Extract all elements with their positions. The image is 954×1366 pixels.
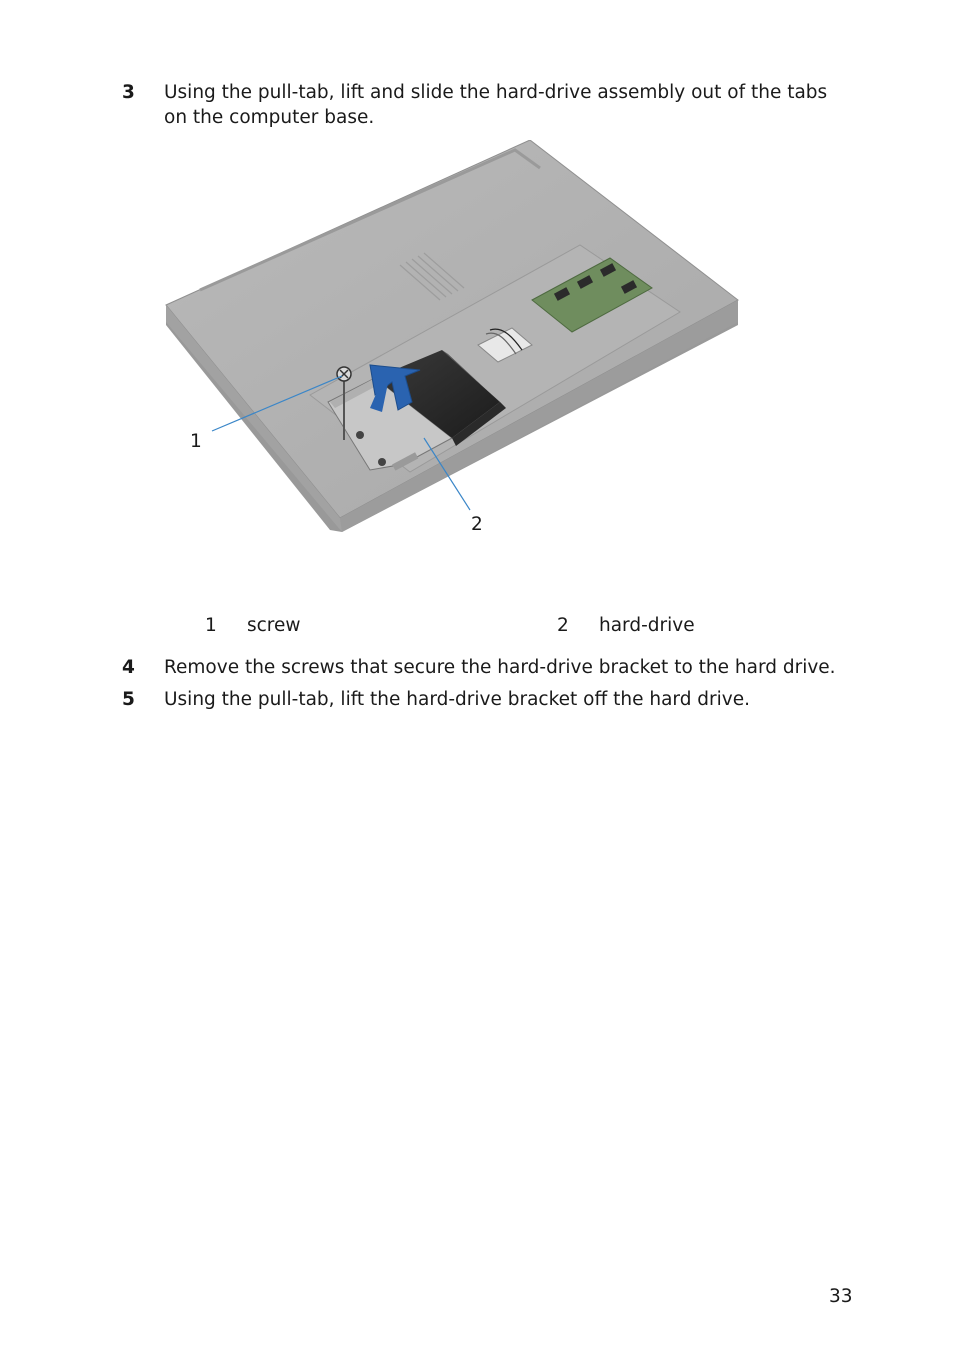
step-number: 3 <box>122 82 135 103</box>
step-number: 5 <box>122 689 135 710</box>
legend-label: screw <box>247 615 301 636</box>
legend-number: 1 <box>205 615 217 636</box>
page-number: 33 <box>829 1286 853 1307</box>
hard-drive-removal-illustration <box>160 140 760 540</box>
callout-label-2: 2 <box>471 514 483 535</box>
step-number: 4 <box>122 657 135 678</box>
step-text: Using the pull-tab, lift the hard-drive bracket off the hard drive. <box>164 689 751 710</box>
step-text: Remove the screws that secure the hard-drive bracket to the hard drive. <box>164 657 836 678</box>
step-text: Using the pull-tab, lift and slide the hard-drive assembly out of the tabs on the computer base. <box>164 82 828 128</box>
legend-label: hard-drive <box>599 615 695 636</box>
legend-number: 2 <box>557 615 569 636</box>
computer-base <box>166 140 738 532</box>
callout-label-1: 1 <box>190 431 202 452</box>
